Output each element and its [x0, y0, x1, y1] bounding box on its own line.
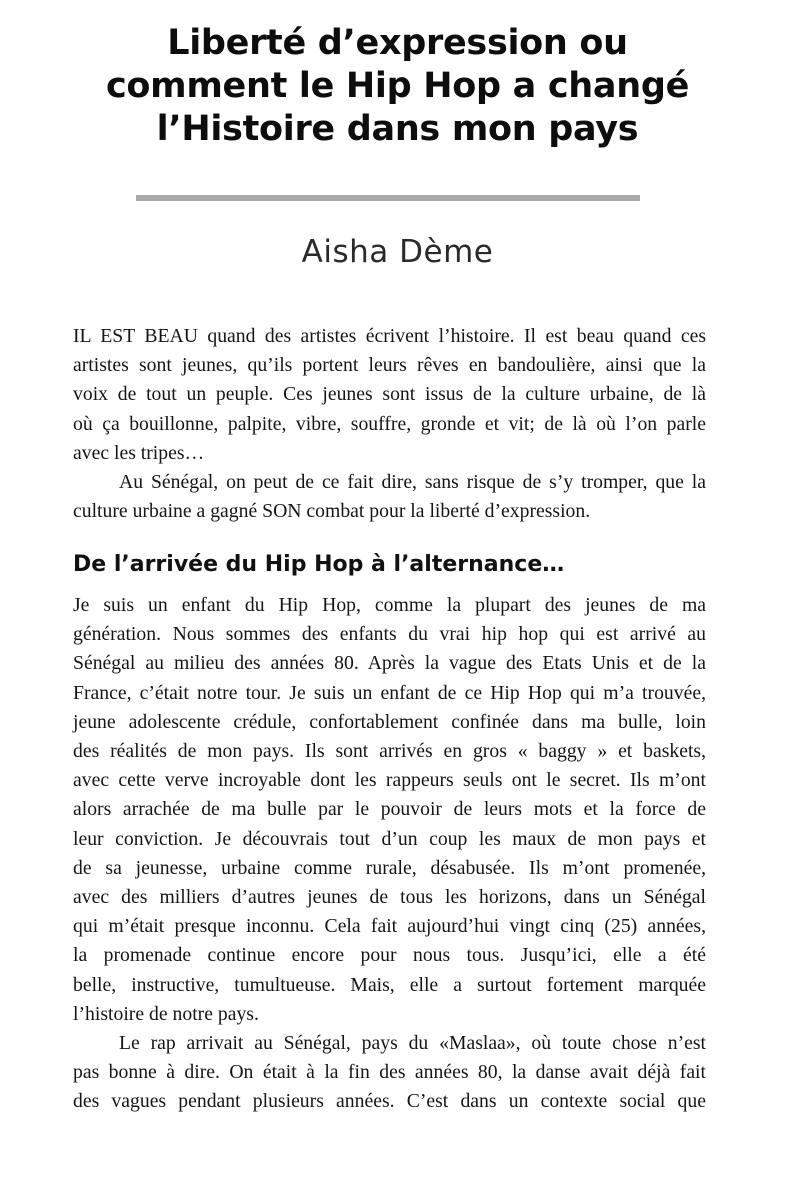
section-paragraph-1	[73, 591, 706, 1029]
title-divider	[136, 195, 640, 201]
text-line: la promenade continue encore pour nous tous. Jusqu’ici, elle a été	[73, 944, 706, 967]
section-text	[73, 591, 706, 1117]
text-line: IL EST BEAU quand des artistes écrivent l’histoire. Il est beau quand ces	[73, 325, 706, 347]
section-paragraph-2	[73, 1029, 706, 1117]
title-line: Liberté d’expression ou	[167, 23, 628, 63]
title-line: l’Histoire dans mon pays	[156, 109, 639, 149]
text-line: où ça bouillonne, palpite, vibre, souffre, gronde et vit; de là où l’on parle	[73, 412, 706, 435]
text-line: alors arrachée de ma bulle par le pouvoir de leurs mots et la force de	[73, 798, 706, 821]
text-line: Je suis un enfant du Hip Hop, comme la plupart des jeunes de ma	[73, 594, 706, 616]
intro-paragraph-2	[73, 468, 706, 526]
text-line: avec cette verve incroyable dont les rappeurs seuls ont le secret. Ils m’ont	[73, 769, 706, 792]
title-line: comment le Hip Hop a changé	[105, 66, 690, 106]
intro-paragraph-1	[73, 322, 706, 468]
text-line: de sa jeunesse, urbaine comme rurale, désabusée. Ils m’ont promenée,	[73, 856, 706, 879]
text-line: des réalités de mon pays. Ils sont arrivés en gros « baggy » et baskets,	[73, 740, 706, 763]
text-line: culture urbaine a gagné SON combat pour la liberté d’expression.	[73, 500, 591, 523]
text-line: artistes sont jeunes, qu’ils portent leurs rêves en bandoulière, ainsi que la	[73, 354, 706, 377]
text-line: Sénégal au milieu des années 80. Après la vague des Etats Unis et de la	[73, 652, 706, 675]
article-title	[60, 22, 735, 151]
text-line: Au Sénégal, on peut de ce fait dire, sans risque de s’y tromper, que la	[119, 471, 706, 494]
text-line: avec les tripes…	[73, 441, 205, 464]
text-line: avec des milliers d’autres jeunes de tous les horizons, dans un Sénégal	[73, 886, 706, 909]
text-line: France, c’était notre tour. Je suis un enfant de ce Hip Hop qui m’a trouvée,	[73, 681, 706, 704]
text-line: jeune adolescente crédule, confortablement confinée dans ma bulle, loin	[73, 710, 706, 733]
text-line: belle, instructive, tumultueuse. Mais, elle a surtout fortement marquée	[73, 973, 706, 996]
text-line: leur conviction. Je découvrais tout d’un coup les maux de mon pays et	[73, 827, 706, 850]
text-line: Le rap arrivait au Sénégal, pays du «Maslaa», où toute chose n’est	[119, 1032, 706, 1055]
intro-text	[73, 322, 706, 526]
text-line: voix de tout un peuple. Ces jeunes sont issus de la culture urbaine, de là	[73, 383, 706, 406]
text-line: génération. Nous sommes des enfants du vrai hip hop qui est arrivé au	[73, 623, 706, 646]
section-heading: De l’arrivée du Hip Hop à l’alternance…	[73, 552, 565, 577]
text-line: l’histoire de notre pays.	[73, 1002, 259, 1025]
text-line: des vagues pendant plusieurs années. C’est dans un contexte social que	[73, 1090, 706, 1113]
author-name: Aisha Dème	[301, 234, 494, 270]
text-line: pas bonne à dire. On était à la fin des années 80, la danse avait déjà fait	[73, 1061, 706, 1084]
text-line: qui m’était presque inconnu. Cela fait aujourd’hui vingt cinq (25) années,	[73, 915, 706, 938]
